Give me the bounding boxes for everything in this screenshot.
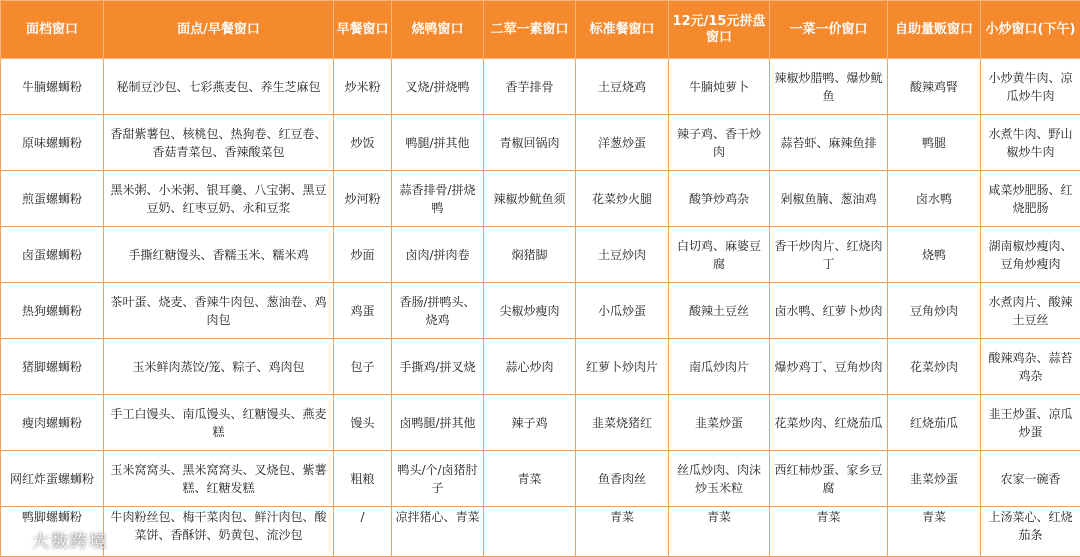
menu-cell: 香甜紫薯包、核桃包、热狗卷、红豆卷、香菇青菜包、香辣酸菜包 [104,115,334,171]
menu-cell: 辣子鸡、香干炒肉 [669,115,770,171]
menu-cell: 红萝卜炒肉片 [576,339,669,395]
column-header: 早餐窗口 [334,1,392,59]
menu-cell: 卤水鸭、红萝卜炒肉 [770,283,888,339]
menu-cell: 韭王炒蛋、凉瓜炒蛋 [981,395,1080,451]
menu-cell: 青椒回锅肉 [484,115,576,171]
menu-cell: 焖猪脚 [484,227,576,283]
menu-cell: 湖南椒炒瘦肉、豆角炒瘦肉 [981,227,1080,283]
menu-cell: 手工白馒头、南瓜馒头、红糖馒头、燕麦糕 [104,395,334,451]
menu-cell: 酸辣鸡杂、蒜苔鸡杂 [981,339,1080,395]
menu-cell: 咸菜炒肥肠、红烧肥肠 [981,171,1080,227]
menu-cell: 花菜炒火腿 [576,171,669,227]
menu-cell: 辣椒炒鱿鱼须 [484,171,576,227]
menu-cell: 香干炒肉片、红烧肉丁 [770,227,888,283]
menu-cell: 手撕红糖馒头、香糯玉米、糯米鸡 [104,227,334,283]
column-header: 一菜一价窗口 [770,1,888,59]
menu-cell: 鸭腿/拼其他 [392,115,484,171]
watermark [4,524,108,554]
menu-cell: 青菜 [669,507,770,557]
menu-cell: 蒜心炒肉 [484,339,576,395]
menu-cell: 尖椒炒瘦肉 [484,283,576,339]
menu-cell: 蒜苔虾、麻辣鱼排 [770,115,888,171]
menu-cell: 丝瓜炒肉、肉沫炒玉米粒 [669,451,770,507]
menu-cell: 卤肉/拼肉卷 [392,227,484,283]
menu-cell: 香肠/拼鸭头、烧鸡 [392,283,484,339]
menu-cell: 玉米鲜肉蒸饺/笼、粽子、鸡肉包 [104,339,334,395]
menu-cell: 水煮肉片、酸辣土豆丝 [981,283,1080,339]
row-label-cell: 热狗螺蛳粉 [1,283,104,339]
menu-cell: 玉米窝窝头、黑米窝窝头、叉烧包、紫薯糕、红糖发糕 [104,451,334,507]
menu-cell: 卤水鸭 [888,171,981,227]
watermark-text: 大数跨境 [32,531,108,552]
menu-cell: 上汤菜心、红烧茄条 [981,507,1080,557]
column-header: 自助量贩窗口 [888,1,981,59]
menu-cell: 鱼香肉丝 [576,451,669,507]
table-row [1,59,1080,115]
menu-cell: 农家一碗香 [981,451,1080,507]
menu-cell: 土豆炒肉 [576,227,669,283]
menu-cell: 鸭腿 [888,115,981,171]
table-row [1,507,1080,557]
menu-cell: 炒面 [334,227,392,283]
menu-cell: 红烧茄瓜 [888,395,981,451]
menu-cell: 南瓜炒肉片 [669,339,770,395]
menu-cell: 炒饭 [334,115,392,171]
menu-cell: 卤鸭腿/拼其他 [392,395,484,451]
menu-cell: 秘制豆沙包、七彩燕麦包、养生芝麻包 [104,59,334,115]
menu-cell: 青菜 [576,507,669,557]
menu-cell [484,507,576,557]
menu-cell: 白切鸡、麻婆豆腐 [669,227,770,283]
menu-cell: 鸡蛋 [334,283,392,339]
row-label-cell: 卤蛋螺蛳粉 [1,227,104,283]
menu-cell: 凉拌猪心、青菜 [392,507,484,557]
table-row [1,395,1080,451]
column-header: 12元/15元拼盘窗口 [669,1,770,59]
menu-cell: 烧鸭 [888,227,981,283]
menu-cell: 鸭头/个/卤猪肘子 [392,451,484,507]
row-label-cell: 牛腩螺蛳粉 [1,59,104,115]
menu-cell: 爆炒鸡丁、豆角炒肉 [770,339,888,395]
menu-cell: 花菜炒肉 [888,339,981,395]
menu-cell: 青菜 [484,451,576,507]
menu-cell: 包子 [334,339,392,395]
menu-cell: 洋葱炒蛋 [576,115,669,171]
watermark-logo-icon [4,527,28,551]
menu-cell: 手撕鸡/拼叉烧 [392,339,484,395]
menu-cell: 豆角炒肉 [888,283,981,339]
column-header: 二荤一素窗口 [484,1,576,59]
menu-cell: 蒜香排骨/拼烧鸭 [392,171,484,227]
row-label-cell: 网红炸蛋螺蛳粉 [1,451,104,507]
menu-cell: 辣子鸡 [484,395,576,451]
menu-cell: 粗粮 [334,451,392,507]
row-label-cell: 瘦肉螺蛳粉 [1,395,104,451]
menu-cell: 剁椒鱼腩、葱油鸡 [770,171,888,227]
menu-cell: 牛腩炖萝卜 [669,59,770,115]
column-header: 标准餐窗口 [576,1,669,59]
table-row [1,227,1080,283]
row-label-cell: 鸭脚螺蛳粉 [1,507,104,557]
menu-cell: 叉烧/拼烧鸭 [392,59,484,115]
menu-cell: 炒河粉 [334,171,392,227]
menu-cell: 小瓜炒蛋 [576,283,669,339]
column-header: 小炒窗口(下午) [981,1,1080,59]
menu-cell: 韭菜烧猪红 [576,395,669,451]
menu-cell: 花菜炒肉、红烧茄瓜 [770,395,888,451]
menu-cell: 茶叶蛋、烧麦、香辣牛肉包、葱油卷、鸡肉包 [104,283,334,339]
menu-cell: 青菜 [770,507,888,557]
menu-cell: 酸辣鸡腎 [888,59,981,115]
table-row [1,451,1080,507]
menu-cell: 酸笋炒鸡杂 [669,171,770,227]
table-row [1,115,1080,171]
column-header: 面档窗口 [1,1,104,59]
menu-cell: 西红柿炒蛋、家乡豆腐 [770,451,888,507]
menu-cell: 土豆烧鸡 [576,59,669,115]
menu-cell: 牛肉粉丝包、梅干菜肉包、鲜汁肉包、酸菜饼、香酥饼、奶黄包、流沙包 [104,507,334,557]
menu-cell: 青菜 [888,507,981,557]
menu-cell: / [334,507,392,557]
menu-cell: 酸辣土豆丝 [669,283,770,339]
menu-cell: 炒米粉 [334,59,392,115]
table-header-row [1,1,1080,59]
row-label-cell: 原味螺蛳粉 [1,115,104,171]
menu-cell: 韭菜炒蛋 [888,451,981,507]
column-header: 烧鸭窗口 [392,1,484,59]
row-label-cell: 煎蛋螺蛳粉 [1,171,104,227]
menu-cell: 水煮牛肉、野山椒炒牛肉 [981,115,1080,171]
menu-cell: 辣椒炒腊鸭、爆炒鱿鱼 [770,59,888,115]
menu-cell: 馒头 [334,395,392,451]
table-row [1,171,1080,227]
column-header: 面点/早餐窗口 [104,1,334,59]
row-label-cell: 猪脚螺蛳粉 [1,339,104,395]
table-row [1,339,1080,395]
menu-cell: 小炒黄牛肉、凉瓜炒牛肉 [981,59,1080,115]
menu-cell: 黑米粥、小米粥、银耳羹、八宝粥、黑豆豆奶、红枣豆奶、永和豆浆 [104,171,334,227]
menu-cell: 香芋排骨 [484,59,576,115]
menu-cell: 韭菜炒蛋 [669,395,770,451]
table-row [1,283,1080,339]
